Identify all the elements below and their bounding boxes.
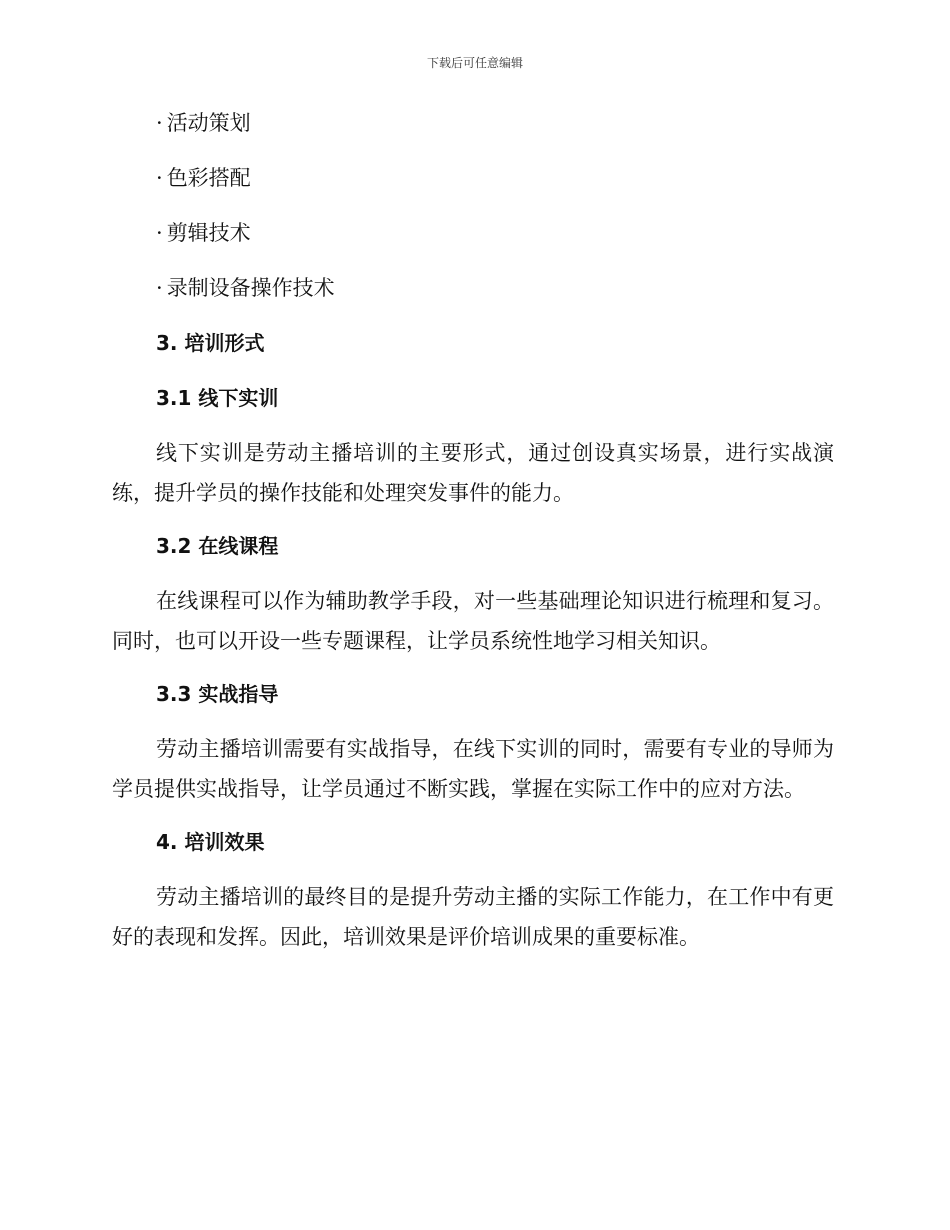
section-heading-4: 4. 培训效果	[156, 830, 265, 854]
section-heading-3-3: 3.3 实战指导	[156, 682, 279, 706]
bullet-text: 活动策划	[166, 111, 251, 135]
section-heading-3-2: 3.2 在线课程	[156, 534, 279, 558]
bullet-dot-icon: ·	[156, 166, 163, 190]
paragraph-3-1: 线下实训是劳动主播培训的主要形式，通过创设真实场景，进行实战演练，提升学员的操作技能和处理突发事件的能力。	[112, 441, 834, 505]
bullet-text: 录制设备操作技术	[166, 276, 335, 300]
paragraph-3-3: 劳动主播培训需要有实战指导，在线下实训的同时，需要有专业的导师为学员提供实战指导，让学员通过不断实践，掌握在实际工作中的应对方法。	[112, 737, 834, 801]
section-heading-3: 3. 培训形式	[156, 331, 265, 355]
document-body	[112, 108, 834, 975]
paragraph-3-2: 在线课程可以作为辅助教学手段，对一些基础理论知识进行梳理和复习。同时，也可以开设一些专题课程，让学员系统性地学习相关知识。	[112, 589, 834, 653]
bullet-item	[112, 163, 834, 193]
bullet-item	[112, 273, 834, 303]
bullet-item	[112, 108, 834, 138]
bullet-dot-icon: ·	[156, 276, 163, 300]
bullet-dot-icon: ·	[156, 111, 163, 135]
header-note: 下载后可任意编辑	[426, 56, 523, 70]
bullet-item	[112, 218, 834, 248]
paragraph-4: 劳动主播培训的最终目的是提升劳动主播的实际工作能力，在工作中有更好的表现和发挥。因此，培训效果是评价培训成果的重要标准。	[112, 885, 834, 949]
bullet-text: 色彩搭配	[166, 166, 251, 190]
section-heading-3-1: 3.1 线下实训	[156, 386, 279, 410]
bullet-text: 剪辑技术	[166, 221, 251, 245]
bullet-dot-icon: ·	[156, 221, 163, 245]
